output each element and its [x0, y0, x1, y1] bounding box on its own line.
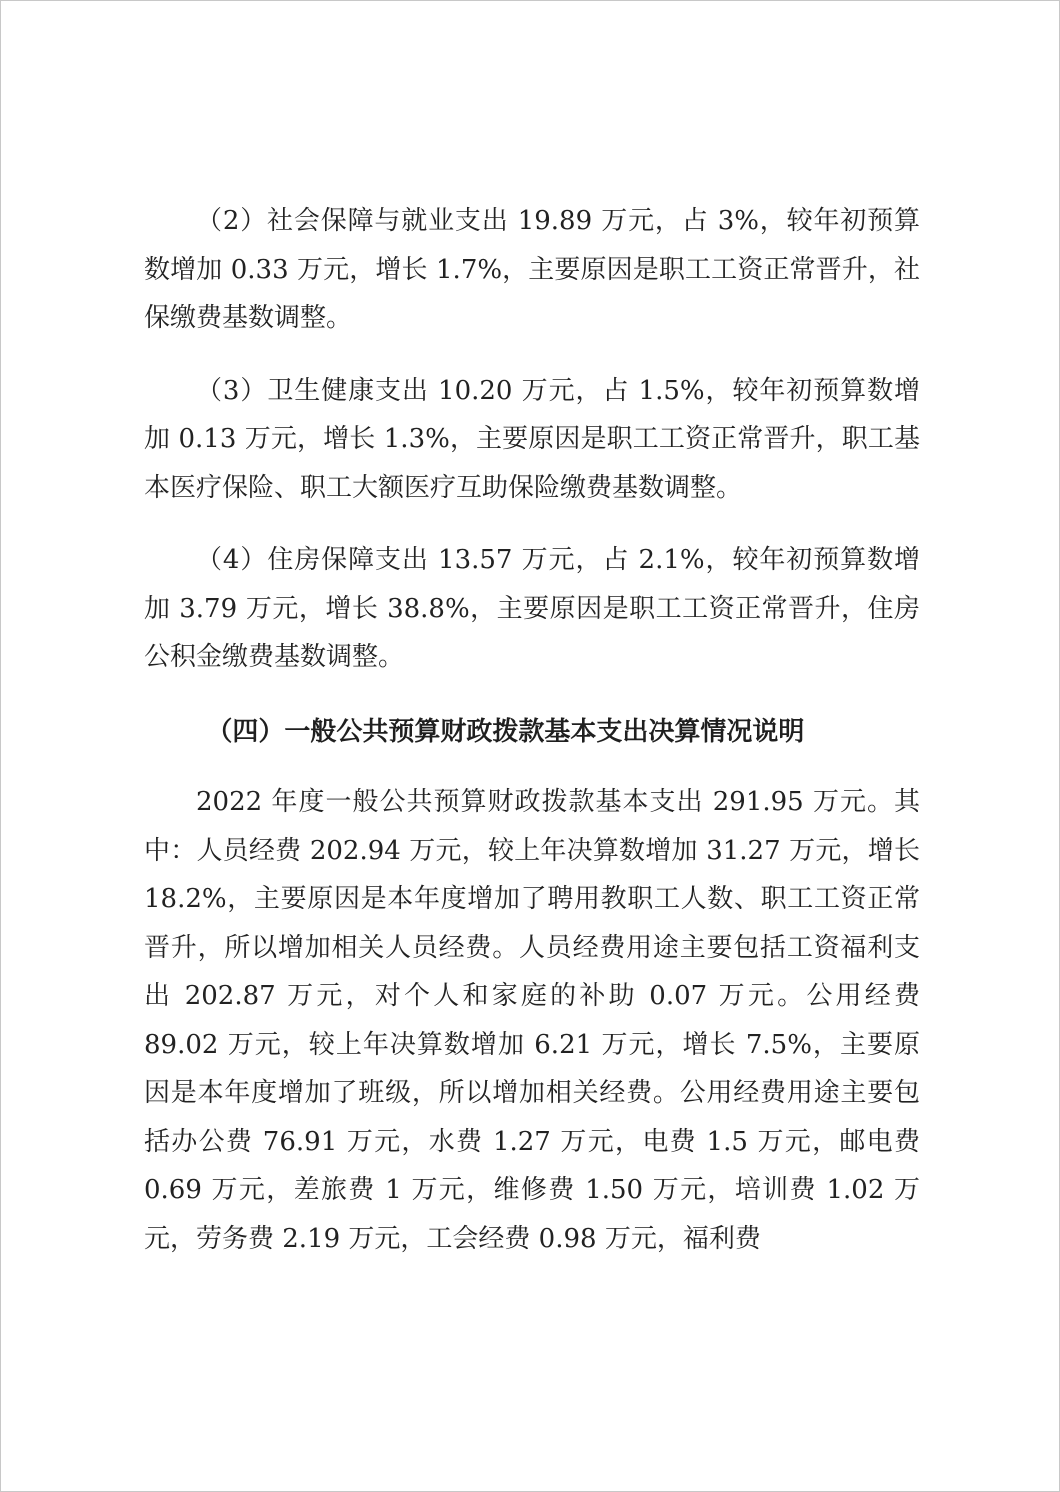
document-body [144, 197, 920, 1263]
paragraph-basic-expenditure: 2022 年度一般公共预算财政拨款基本支出 291.95 万元。其中：人员经费 202.94 万元，较上年决算数增加 31.27 万元，增长 18.2%，主要原因是本年度增加了聘用教职工人数、职工工资正常晋升，所以增加相关人员经费。人员经费用途主要包括工资福利支出 202.87 万元，对个人和家庭的补助 0.07 万元。公用经费 89.02 万元，较上年决算数增加 6.21 万元，增长 7.5%，主要原因是本年度增加了班级，所以增加相关经费。公用经费用途主要包括办公费 76.91 万元，水费 1.27 万元，电费 1.5 万元，邮电费 0.69 万元，差旅费 1 万元，维修费 1.50 万元，培训费 1.02 万元，劳务费 2.19 万元，工会经费 0.98 万元，福利费 [144, 787, 920, 1254]
paragraph-social-security: （2）社会保障与就业支出 19.89 万元，占 3%，较年初预算数增加 0.33 万元，增长 1.7%，主要原因是职工工资正常晋升，社保缴费基数调整。 [144, 206, 920, 333]
paragraph-housing: （4）住房保障支出 13.57 万元，占 2.1%，较年初预算数增加 3.79 万元，增长 38.8%，主要原因是职工工资正常晋升，住房公积金缴费基数调整。 [144, 545, 920, 672]
section-heading: （四）一般公共预算财政拨款基本支出决算情况说明 [206, 716, 805, 747]
paragraph-health: （3）卫生健康支出 10.20 万元，占 1.5%，较年初预算数增加 0.13 万元，增长 1.3%，主要原因是职工工资正常晋升，职工基本医疗保险、职工大额医疗互助保险缴费基数调整。 [144, 375, 920, 503]
